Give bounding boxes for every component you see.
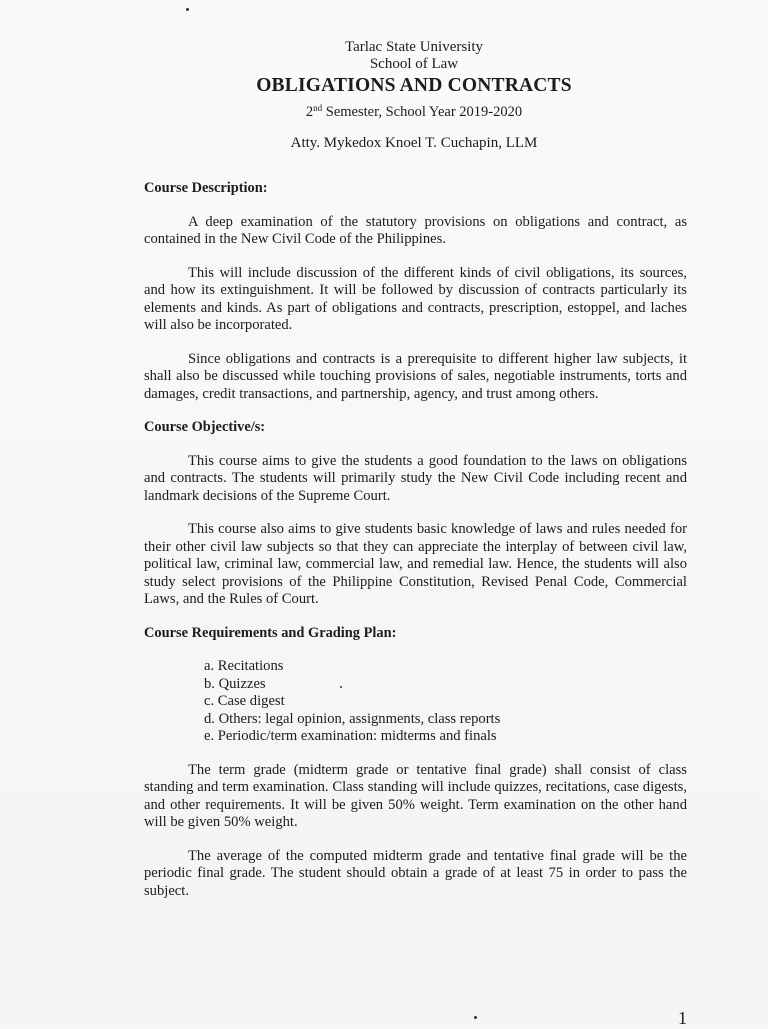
instructor-name: Atty. Mykedox Knoel T. Cuchapin, LLM xyxy=(290,135,538,151)
section-heading-objectives: Course Objective/s: xyxy=(144,419,266,435)
description-paragraph: Since obligations and contracts is a prerequisite to different higher law subjects, it shall also be discussed while touching provisions of sales, negotiable instruments, torts and damages, credit transactions, and partnership, agency, and trust among others. xyxy=(144,350,687,402)
scan-speck xyxy=(474,1016,477,1019)
grading-paragraph: The average of the computed midterm grade and tentative final grade will be the periodic final grade. The student should obtain a grade of at least 75 in order to pass the subject. xyxy=(144,847,687,899)
description-paragraph: This will include discussion of the different kinds of civil obligations, its sources, and how its extinguishment. It will be followed by discussion of contracts particularly its elements and kinds. As part of obligations and contracts, prescription, estoppel, and laches will also be incorporated. xyxy=(144,264,687,333)
grading-paragraph: The term grade (midterm grade or tentative final grade) shall consist of class standing and term examination. Class standing will include quizzes, recitations, case digests, and other requirements. It will be given 50% weight. Term examination on the other hand will be given 50% weight. xyxy=(144,761,687,830)
university-name: Tarlac State University xyxy=(344,39,484,55)
document-body xyxy=(144,180,687,916)
list-item: e. Periodic/term examination: midterms and finals xyxy=(204,728,497,744)
section-heading-requirements: Course Requirements and Grading Plan: xyxy=(144,624,397,641)
scan-speck xyxy=(186,8,189,11)
list-item: b. Quizzes xyxy=(204,675,266,692)
semester-suffix: nd xyxy=(313,103,323,113)
scan-speck xyxy=(340,686,342,688)
list-item: c. Case digest xyxy=(204,693,285,709)
course-title: OBLIGATIONS AND CONTRACTS xyxy=(256,75,572,96)
semester-rest: Semester, School Year 2019-2020 xyxy=(322,104,523,120)
page-number: 1 xyxy=(678,1008,687,1028)
objectives-paragraph: This course also aims to give students basic knowledge of laws and rules needed for their other civil law subjects so that they can appreciate the interplay of between civil law, political law, criminal law, commercial law, and remedial law. Hence, the students will also study select provisions of the Philippine Constitution, Revised Penal Code, Commercial Laws, and the Rules of Court. xyxy=(144,521,687,607)
list-item: a. Recitations xyxy=(204,658,284,674)
list-item: d. Others: legal opinion, assignments, class reports xyxy=(204,710,501,727)
school-name: School of Law xyxy=(369,56,459,72)
semester-ordinal: 2 xyxy=(305,104,314,120)
requirements-list xyxy=(144,658,687,746)
semester-line xyxy=(0,99,768,121)
objectives-paragraph: This course aims to give the students a good foundation to the laws on obligations and contracts. The students will primarily study the New Civil Code including recent and landmark decisions of the Supreme Court. xyxy=(144,452,687,504)
description-paragraph: A deep examination of the statutory provisions on obligations and contract, as contained in the New Civil Code of the Philippines. xyxy=(144,213,687,247)
section-heading-description: Course Description: xyxy=(144,180,268,196)
